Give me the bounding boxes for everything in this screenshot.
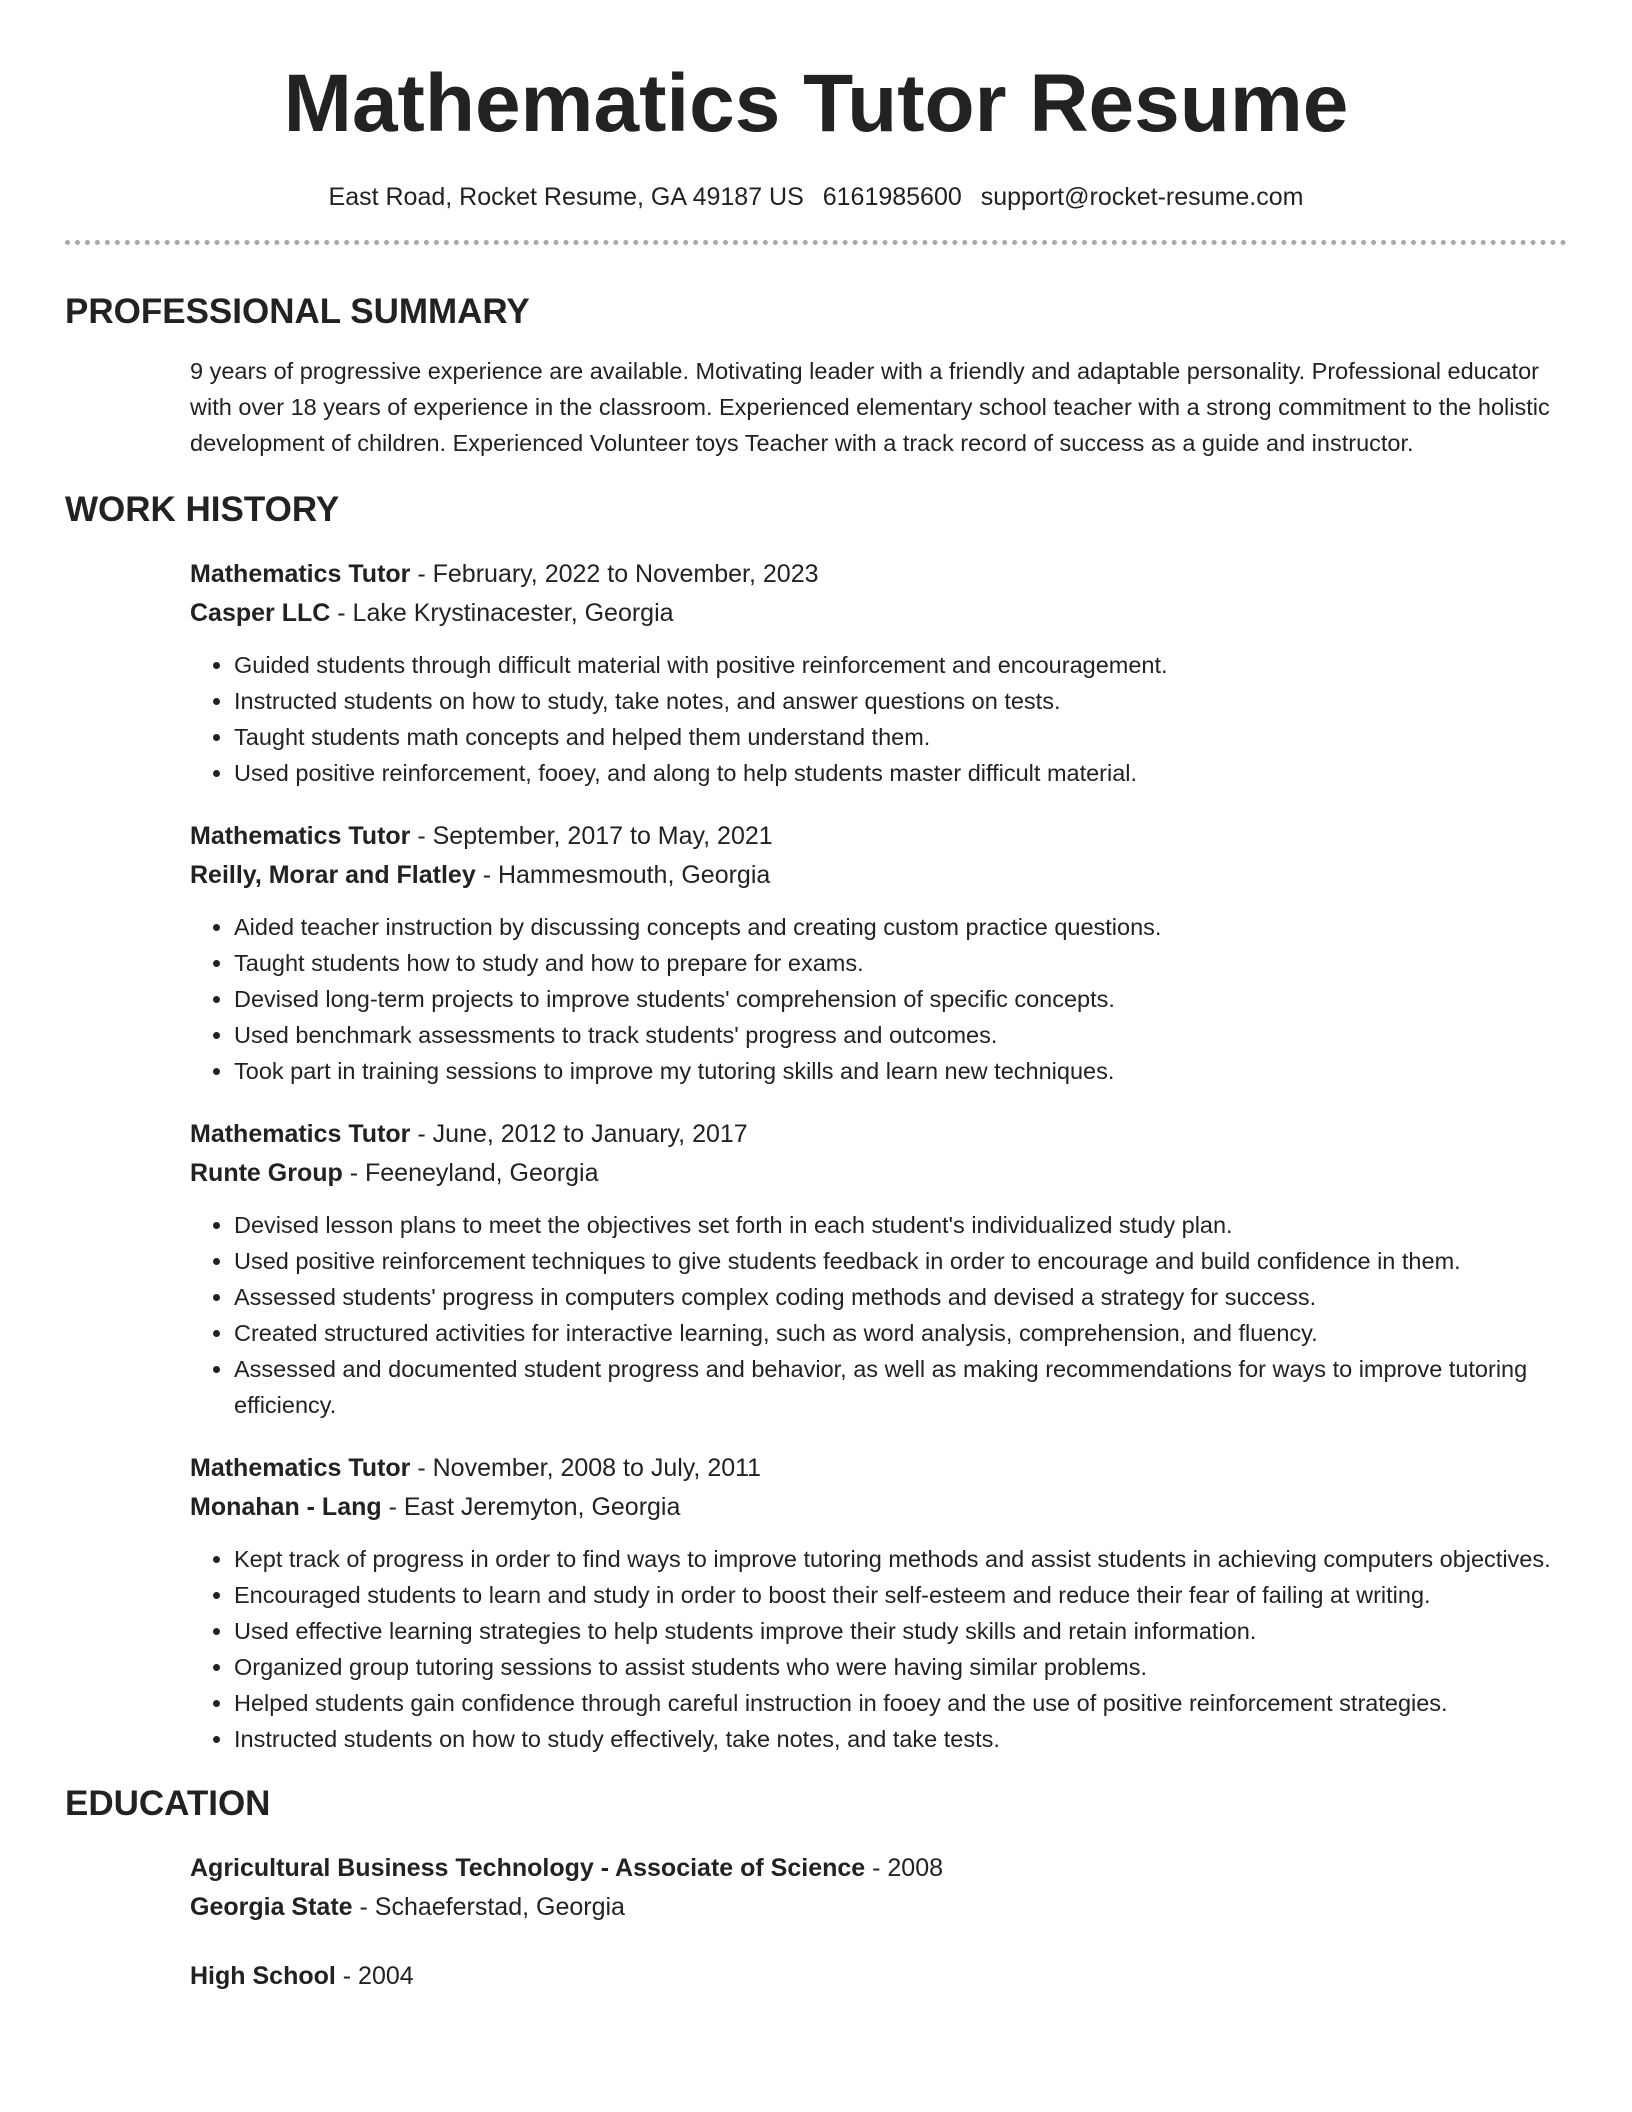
job-bullet: • Used effective learning strategies to help students improve their study skills and retain information.	[234, 1613, 1567, 1649]
job-bullet: • Took part in training sessions to improve my tutoring skills and learn new techniques.	[234, 1053, 1567, 1089]
job-location: - Hammesmouth, Georgia	[482, 861, 771, 889]
job-bullet: • Instructed students on how to study effectively, take notes, and take tests.	[234, 1721, 1567, 1757]
education-list	[190, 1849, 1567, 1996]
contact-phone: 6161985600	[822, 183, 962, 211]
job-title-line	[190, 555, 1567, 594]
job-bullet: • Aided teacher instruction by discussing concepts and creating custom practice questions.	[234, 909, 1567, 945]
job-entry	[190, 1449, 1567, 1757]
job-bullet: • Devised long-term projects to improve students' comprehension of specific concepts.	[234, 981, 1567, 1017]
job-title: Mathematics Tutor	[190, 560, 411, 588]
job-company-line	[190, 1154, 1567, 1193]
job-location: - Feeneyland, Georgia	[349, 1159, 599, 1187]
job-title: Mathematics Tutor	[190, 1454, 411, 1482]
job-bullet: • Organized group tutoring sessions to assist students who were having similar problems.	[234, 1649, 1567, 1685]
job-bullet: • Created structured activities for interactive learning, such as word analysis, comprehension, and fluency.	[234, 1315, 1567, 1351]
job-bullet: • Used positive reinforcement techniques to give students feedback in order to encourage and build confidence in them.	[234, 1243, 1567, 1279]
job-location: - East Jeremyton, Georgia	[388, 1493, 681, 1521]
job-bullets	[190, 647, 1567, 791]
education-school: Georgia State	[190, 1893, 353, 1921]
job-entry	[190, 817, 1567, 1089]
job-company: Monahan - Lang	[190, 1493, 382, 1521]
summary-text: 9 years of progressive experience are available. Motivating leader with a friendly and adaptable personality. Professional educator with over 18 years of experience in the classroom. Experienced elementary school teacher with a strong commitment to the holistic development of children. Experienced Volunteer toys Teacher with a track record of success as a guide and instructor.	[190, 358, 1550, 456]
job-company-line	[190, 856, 1567, 895]
job-bullets	[190, 1541, 1567, 1757]
job-bullet: • Used benchmark assessments to track students' progress and outcomes.	[234, 1017, 1567, 1053]
job-location: - Lake Krystinacester, Georgia	[337, 599, 674, 627]
job-bullets	[190, 1207, 1567, 1423]
job-bullets	[190, 909, 1567, 1089]
education-degree: Agricultural Business Technology - Associate of Science	[190, 1854, 866, 1882]
job-company: Reilly, Morar and Flatley	[190, 861, 476, 889]
job-bullet: • Assessed students' progress in computers complex coding methods and devised a strategy for success.	[234, 1279, 1567, 1315]
education-entry	[190, 1849, 1567, 1927]
job-title-line	[190, 1115, 1567, 1154]
job-title: Mathematics Tutor	[190, 1120, 411, 1148]
job-company-line	[190, 594, 1567, 633]
section-title-education: EDUCATION	[65, 1784, 271, 1823]
job-bullet: • Taught students how to study and how to prepare for exams.	[234, 945, 1567, 981]
job-bullet: • Assessed and documented student progress and behavior, as well as making recommendations for ways to improve tutoring efficiency.	[234, 1351, 1567, 1423]
section-title-work-history: WORK HISTORY	[65, 490, 340, 529]
education-year: - 2008	[872, 1854, 944, 1882]
job-title-line	[190, 817, 1567, 856]
work-history-list	[190, 555, 1567, 1757]
job-bullet: • Kept track of progress in order to find ways to improve tutoring methods and assist students in achieving computers objectives.	[234, 1541, 1567, 1577]
header-divider	[65, 240, 1567, 245]
job-bullet: • Instructed students on how to study, take notes, and answer questions on tests.	[234, 683, 1567, 719]
job-title-line	[190, 1449, 1567, 1488]
education-entry	[190, 1957, 1567, 1996]
education-degree-line	[190, 1957, 1567, 1996]
education-degree: High School	[190, 1962, 336, 1990]
education-location: - Schaeferstad, Georgia	[359, 1893, 625, 1921]
job-company-line	[190, 1488, 1567, 1527]
job-bullet: • Devised lesson plans to meet the objectives set forth in each student's individualized study plan.	[234, 1207, 1567, 1243]
education-year: - 2004	[342, 1962, 414, 1990]
job-bullet: • Encouraged students to learn and study in order to boost their self-esteem and reduce their fear of failing at writing.	[234, 1577, 1567, 1613]
education-degree-line	[190, 1849, 1567, 1888]
contact-email: support@rocket-resume.com	[980, 183, 1304, 211]
section-title-summary: PROFESSIONAL SUMMARY	[65, 292, 530, 331]
job-dates: - November, 2008 to July, 2011	[417, 1454, 762, 1482]
job-dates: - September, 2017 to May, 2021	[417, 822, 773, 850]
contact-address: East Road, Rocket Resume, GA 49187 US	[328, 183, 804, 211]
resume-title: Mathematics Tutor Resume	[283, 58, 1349, 149]
job-bullet: • Helped students gain confidence through careful instruction in fooey and the use of positive reinforcement strategies.	[234, 1685, 1567, 1721]
job-company: Runte Group	[190, 1159, 343, 1187]
job-company: Casper LLC	[190, 599, 331, 627]
job-dates: - February, 2022 to November, 2023	[417, 560, 819, 588]
job-bullet: • Used positive reinforcement, fooey, and along to help students master difficult material.	[234, 755, 1567, 791]
job-dates: - June, 2012 to January, 2017	[417, 1120, 748, 1148]
job-title: Mathematics Tutor	[190, 822, 411, 850]
job-entry	[190, 555, 1567, 791]
job-entry	[190, 1115, 1567, 1423]
job-bullet: • Guided students through difficult material with positive reinforcement and encouragement.	[234, 647, 1567, 683]
job-bullet: • Taught students math concepts and helped them understand them.	[234, 719, 1567, 755]
contact-line	[65, 180, 1567, 214]
education-school-line	[190, 1888, 1567, 1927]
